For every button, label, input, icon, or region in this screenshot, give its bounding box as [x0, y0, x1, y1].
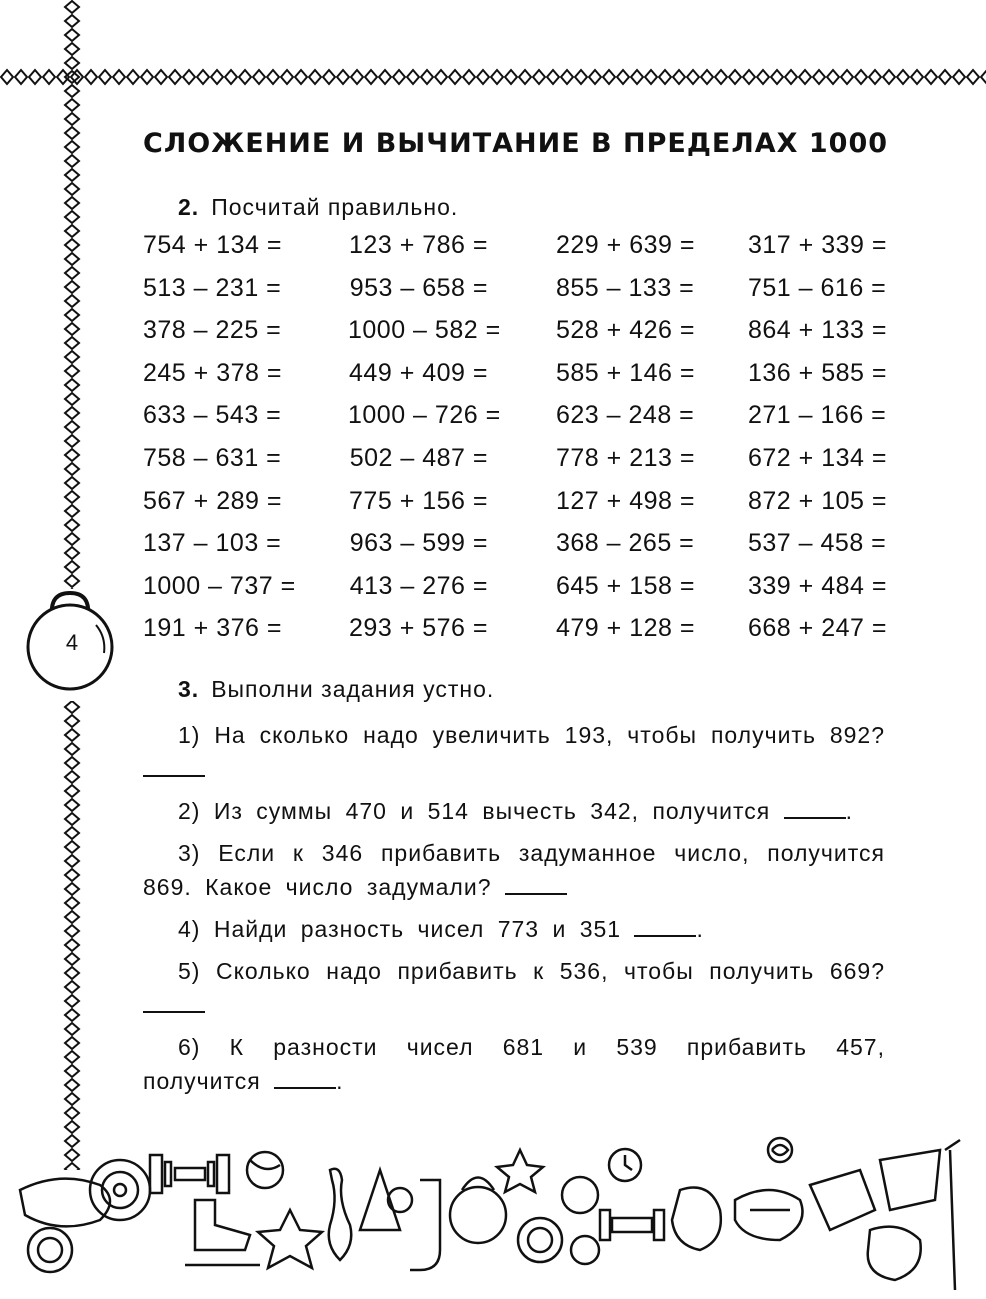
answer-blank[interactable]	[505, 873, 567, 895]
arithmetic-grid	[143, 231, 903, 657]
equation-cell: 127 + 498 =	[556, 486, 695, 515]
decorative-chain-border-horizontal	[0, 66, 986, 88]
task-3-instruction: Выполни задания устно.	[211, 676, 495, 702]
equation-cell: 872 + 105 =	[748, 486, 887, 515]
task-3-heading	[178, 676, 494, 703]
question-item	[143, 836, 885, 904]
equation-cell: 123 + 786 =	[349, 231, 488, 259]
question-item	[143, 718, 885, 786]
equation-cell: 229 + 639 =	[556, 231, 695, 259]
question-ending: .	[336, 1068, 344, 1094]
equation-cell: 528 + 426 =	[556, 316, 695, 345]
equation-cell: 293 + 576 =	[349, 614, 488, 643]
question-item	[143, 954, 885, 1022]
equation-cell: 633 – 543 =	[143, 401, 282, 430]
question-text: 2) Из суммы 470 и 514 вычесть 342, получится	[178, 798, 771, 824]
equation-cell: 479 + 128 =	[556, 614, 695, 643]
equation-cell: 413 – 276 =	[349, 571, 488, 600]
equation-cell: 1000 – 582 =	[348, 316, 501, 345]
equation-cell: 1000 – 737 =	[143, 571, 296, 600]
question-ending: .	[845, 798, 853, 824]
equation-cell: 751 – 616 =	[748, 273, 887, 302]
page-number: 4	[65, 630, 79, 655]
equation-cell: 645 + 158 =	[556, 571, 695, 600]
question-item	[143, 794, 885, 828]
answer-blank[interactable]	[143, 991, 205, 1013]
answer-blank[interactable]	[634, 915, 696, 937]
equation-cell: 623 – 248 =	[556, 401, 695, 430]
answer-blank[interactable]	[274, 1067, 336, 1089]
equation-cell: 778 + 213 =	[556, 443, 695, 472]
equation-cell: 368 – 265 =	[556, 529, 695, 558]
task-2-instruction: Посчитай правильно.	[211, 194, 459, 220]
equation-cell: 537 – 458 =	[748, 529, 887, 558]
equation-cell: 449 + 409 =	[349, 358, 488, 387]
equation-cell: 585 + 146 =	[556, 358, 695, 387]
task-3-number: 3.	[178, 676, 200, 702]
question-item	[143, 912, 885, 946]
equation-cell: 758 – 631 =	[143, 443, 282, 472]
equation-cell: 567 + 289 =	[143, 486, 282, 515]
equation-cell: 502 – 487 =	[349, 443, 488, 472]
equation-cell: 191 + 376 =	[143, 614, 282, 643]
answer-blank[interactable]	[784, 797, 846, 819]
task-2-heading	[178, 194, 458, 221]
task-3-questions	[143, 718, 885, 1106]
question-item	[143, 1030, 885, 1098]
equation-cell: 775 + 156 =	[349, 486, 488, 515]
sports-equipment-decoration	[0, 1130, 986, 1299]
question-ending: .	[696, 916, 704, 942]
equation-cell: 137 – 103 =	[143, 529, 282, 558]
equation-cell: 245 + 378 =	[143, 358, 282, 387]
equation-cell: 513 – 231 =	[143, 273, 282, 302]
equation-cell: 271 – 166 =	[748, 401, 887, 430]
equation-cell: 864 + 133 =	[748, 316, 887, 345]
equation-cell: 136 + 585 =	[748, 358, 887, 387]
equation-cell: 855 – 133 =	[556, 273, 695, 302]
equation-cell: 339 + 484 =	[748, 571, 887, 600]
page-title: СЛОЖЕНИЕ И ВЫЧИТАНИЕ В ПРЕДЕЛАХ 1000	[143, 128, 889, 159]
question-text: 6) К разности чисел 681 и 539 прибавить 457, получится	[143, 1034, 885, 1094]
task-2-number: 2.	[178, 194, 200, 220]
question-text: 1) На сколько надо увеличить 193, чтобы получить 892?	[178, 722, 885, 748]
equation-cell: 963 – 599 =	[349, 529, 488, 558]
equation-cell: 668 + 247 =	[748, 614, 887, 643]
question-text: 3) Если к 346 прибавить задуманное число, получится 869. Какое число задумали?	[143, 840, 885, 900]
equation-cell: 1000 – 726 =	[348, 401, 501, 430]
question-text: 5) Сколько надо прибавить к 536, чтобы получить 669?	[178, 958, 885, 984]
equation-cell: 317 + 339 =	[748, 231, 887, 259]
answer-blank[interactable]	[143, 755, 205, 777]
question-text: 4) Найди разность чисел 773 и 351	[178, 916, 622, 942]
equation-cell: 754 + 134 =	[143, 231, 282, 259]
equation-cell: 378 – 225 =	[143, 316, 282, 345]
equation-cell: 953 – 658 =	[349, 273, 488, 302]
equation-cell: 672 + 134 =	[748, 443, 887, 472]
